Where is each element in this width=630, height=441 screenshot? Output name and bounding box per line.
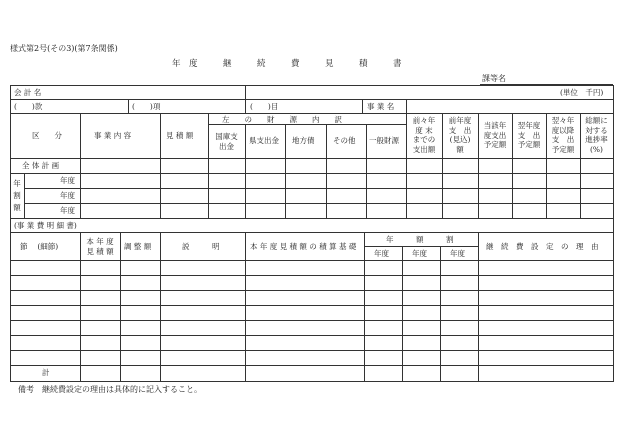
prefectural-subsidy-header: 県支出金 — [249, 136, 279, 145]
explanation-header: 説 明 — [182, 242, 220, 251]
prev-year-expenditure-header: 前年度 支 出 (見込) 額 — [448, 116, 472, 154]
annual-year-header: 年度 — [450, 249, 465, 258]
current-estimate-header: 本 年 度 見 積 額 — [86, 237, 114, 256]
page-title: 年 度 継 続 費 見 積 書 — [172, 59, 402, 69]
prev-prev-expenditure-header: 前々年 度 末 までの 支出額 — [412, 116, 436, 154]
content-header: 事 業 内 容 — [94, 131, 132, 140]
year-row-label: 年度 — [60, 191, 75, 200]
project-name-label: 事 業 名 — [367, 102, 395, 111]
kou-label: ( )項 — [132, 102, 161, 111]
other-header: その他 — [333, 136, 356, 145]
detail-section-label: (事 業 費 明 細 書) — [14, 221, 77, 230]
accounting-name-label: 会 計 名 — [14, 88, 42, 97]
reason-header: 継 続 費 設 定 の 理 由 — [486, 242, 599, 251]
table-right-border — [613, 85, 614, 381]
unit-label: (単位 千円) — [560, 88, 604, 97]
total-label: 計 — [42, 368, 50, 377]
annual-year-header: 年度 — [374, 249, 389, 258]
table-bottom-border — [10, 381, 614, 382]
general-revenue-header: 一般財源 — [369, 136, 399, 145]
remarks-note: 備考 継続費設定の理由は具体的に記入すること。 — [18, 385, 202, 394]
moku-label: ( )目 — [250, 102, 279, 111]
national-subsidy-header: 国庫支 出金 — [215, 132, 238, 151]
form-code: 様式第2号(その3)(第7条関係) — [10, 44, 118, 53]
category-header: 区 分 — [32, 131, 62, 140]
kan-label: ( )款 — [14, 102, 43, 111]
basis-header: 本 年 度 見 積 額 の 積 算 基 礎 — [250, 242, 357, 251]
adjustment-header: 調 整 額 — [124, 242, 152, 251]
year-row-label: 年度 — [60, 206, 75, 215]
section-header: 節 (細節) — [20, 242, 59, 251]
table-left-border — [10, 85, 11, 381]
department-label: 課等名 — [482, 74, 506, 83]
annual-split-header: 年 額 割 — [386, 235, 454, 244]
local-bond-header: 地方債 — [292, 136, 315, 145]
overall-plan-label: 全 体 計 画 — [22, 161, 60, 170]
annual-year-header: 年度 — [412, 249, 427, 258]
year-split-label: 年 割 額 — [13, 179, 21, 212]
table-top-border — [10, 85, 614, 86]
progress-ratio-header: 総額に 対する 進捗率 (%) — [585, 116, 608, 154]
funding-breakdown-header: 左 の 財 源 内 訳 — [222, 115, 342, 124]
next-year-planned-header: 翌年度 支 出 予定額 — [517, 121, 541, 149]
after-next-year-planned-header: 翌々年 度以降 支 出 予定額 — [551, 116, 575, 154]
year-row-label: 年度 — [60, 176, 75, 185]
current-year-planned-header: 当該年 度支出 予定額 — [483, 121, 507, 149]
estimate-header: 見 積 額 — [166, 131, 194, 140]
